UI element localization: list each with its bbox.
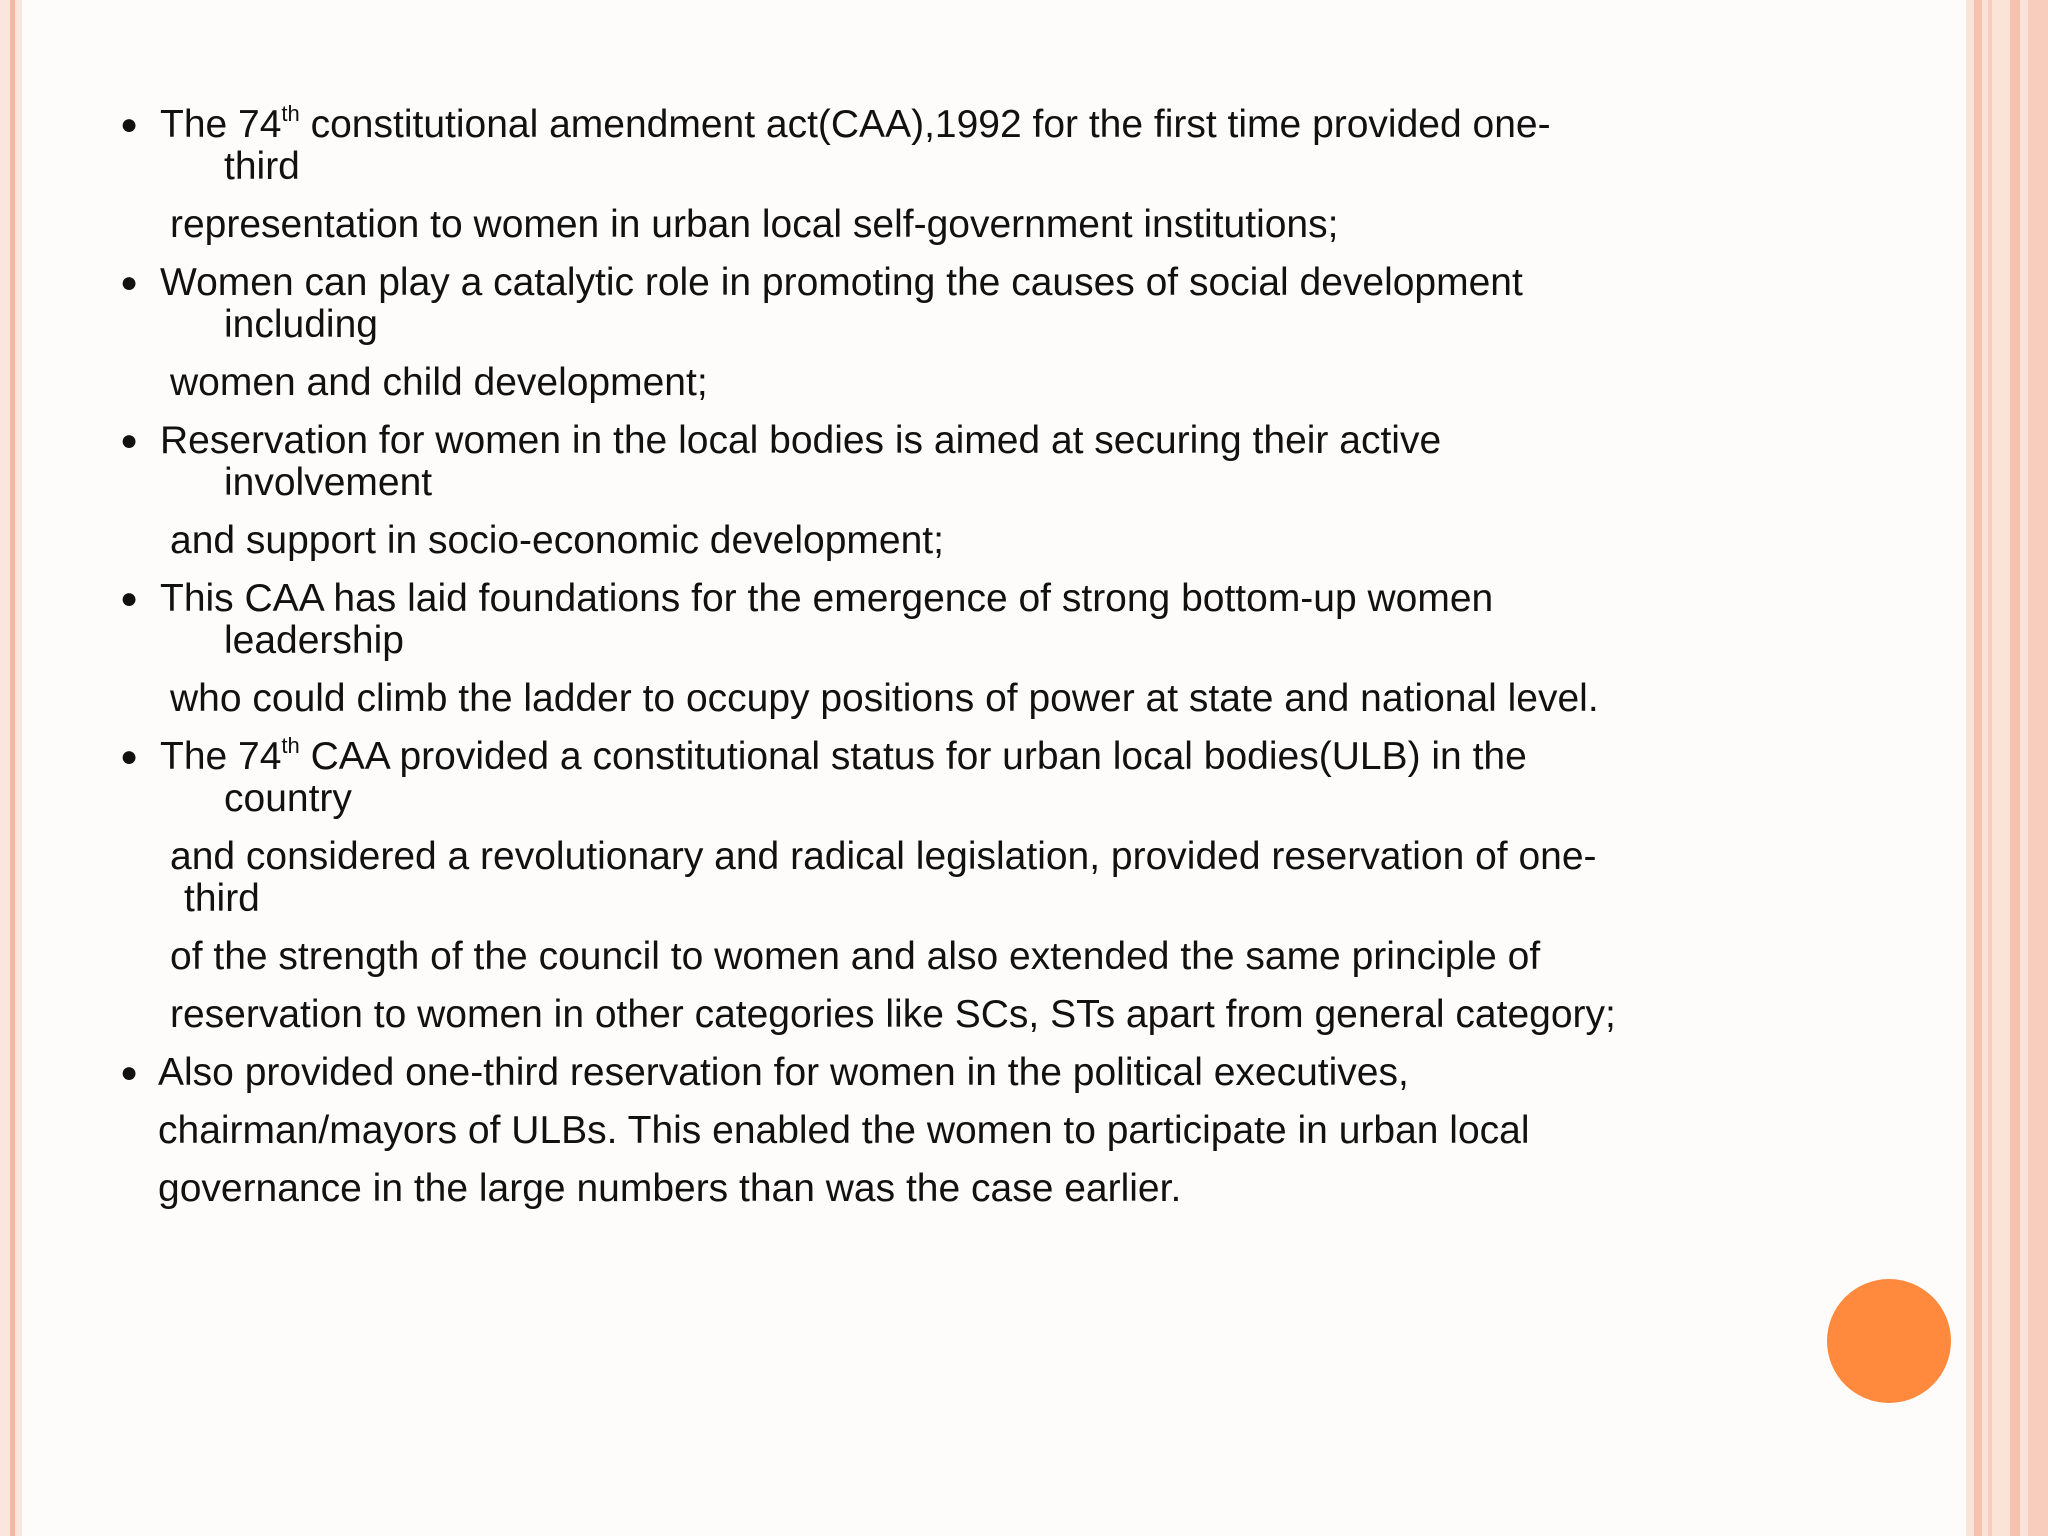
bullet-item xyxy=(120,1052,1800,1210)
bullet-item xyxy=(120,420,1800,562)
left-border-decoration xyxy=(0,0,22,1536)
continuation-line: women and child development; xyxy=(170,361,708,404)
continuation-line: representation to women in urban local self-government institutions; xyxy=(170,203,1339,246)
bullet-text-wrap: country xyxy=(224,777,352,820)
bullet-text: Also provided one-third reservation for women in the political executives, xyxy=(158,1051,1409,1094)
continuation-line: and considered a revolutionary and radical legislation, provided reservation of one- xyxy=(170,835,1597,878)
bullet-item xyxy=(120,262,1800,404)
bullet-text-wrap: involvement xyxy=(224,461,433,504)
continuation-line: reservation to women in other categories like SCs, STs apart from general category; xyxy=(170,993,1616,1036)
slide-body xyxy=(120,101,1800,1226)
bullet-text-wrap: leadership xyxy=(224,619,404,662)
continuation-line: governance in the large numbers than was the case earlier. xyxy=(158,1167,1182,1210)
continuation-line: and support in socio-economic development; xyxy=(170,519,944,562)
bullet-text-end: constitutional amendment act(CAA),1992 for the first time provided one- xyxy=(299,103,1551,146)
bullet-text: Reservation for women in the local bodies is aimed at securing their active xyxy=(160,419,1442,462)
right-border-band xyxy=(1974,0,1982,1536)
bullet-text-end: CAA provided a constitutional status for urban local bodies(ULB) in the xyxy=(299,735,1527,778)
ordinal-suffix: th xyxy=(281,733,300,758)
bullet-text: This CAA has laid foundations for the emergence of strong bottom-up women xyxy=(160,577,1494,620)
continuation-line: of the strength of the council to women and also extended the same principle of xyxy=(170,935,1541,978)
continuation-wrap: third xyxy=(184,877,260,920)
left-border-line xyxy=(10,0,15,1536)
right-border-band xyxy=(2028,0,2048,1536)
bullet-text-start: The 74 xyxy=(160,103,282,146)
right-border-decoration xyxy=(1966,0,2048,1536)
bullet-text-wrap: including xyxy=(224,303,378,346)
bullet-item xyxy=(120,733,1800,1036)
bullet-text-start: The 74 xyxy=(160,735,282,778)
bullet-text: Women can play a catalytic role in promoting the causes of social development xyxy=(160,261,1523,304)
continuation-line: who could climb the ladder to occupy positions of power at state and national level. xyxy=(170,677,1599,720)
bullet-icon: ● xyxy=(120,266,139,299)
right-border-band xyxy=(2010,0,2020,1536)
bullet-icon: ● xyxy=(120,582,139,615)
bullet-text-wrap: third xyxy=(224,145,300,188)
bullet-icon: ● xyxy=(120,740,139,773)
bullet-icon: ● xyxy=(120,424,139,457)
bullet-icon: ● xyxy=(120,108,139,141)
continuation-line: chairman/mayors of ULBs. This enabled the women to participate in urban local xyxy=(158,1109,1530,1152)
bullet-icon: ● xyxy=(120,1056,139,1089)
bullet-item xyxy=(120,578,1800,720)
ordinal-suffix: th xyxy=(281,101,300,126)
right-border-band xyxy=(1988,0,1992,1536)
bullet-item xyxy=(120,101,1800,246)
orange-circle-decoration xyxy=(1827,1279,1951,1403)
